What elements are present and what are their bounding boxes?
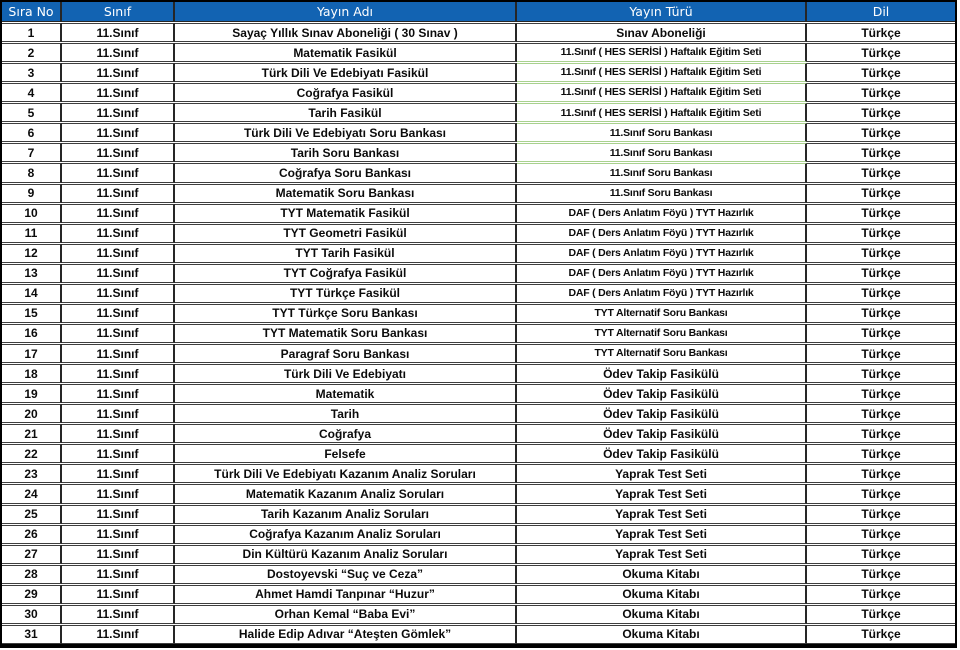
cell-dil: Türkçe (807, 163, 955, 182)
cell-sinif: 11.Sınıf (62, 224, 175, 243)
table-row (2, 384, 955, 403)
cell-yayin-turu: Yaprak Test Seti (517, 525, 807, 544)
cell-yayin-adi: Coğrafya Kazanım Analiz Soruları (175, 525, 517, 544)
cell-dil: Türkçe (807, 344, 955, 363)
table-row (2, 224, 955, 243)
cell-yayin-turu: Yaprak Test Seti (517, 484, 807, 503)
cell-yayin-adi: Din Kültürü Kazanım Analiz Soruları (175, 545, 517, 564)
cell-dil: Türkçe (807, 264, 955, 283)
cell-yayin-turu: Okuma Kitabı (517, 625, 807, 644)
cell-dil: Türkçe (807, 565, 955, 584)
cell-yayin-adi: Orhan Kemal “Baba Evi” (175, 605, 517, 624)
table-row (2, 625, 955, 644)
table-row (2, 264, 955, 283)
cell-yayin-turu: 11.Sınıf ( HES SERİSİ ) Haftalık Eğitim Seti (517, 43, 807, 62)
cell-yayin-adi: Coğrafya Fasikül (175, 83, 517, 102)
cell-sira-no: 19 (2, 384, 62, 403)
cell-dil: Türkçe (807, 143, 955, 162)
cell-sira-no: 24 (2, 484, 62, 503)
cell-dil: Türkçe (807, 585, 955, 604)
cell-yayin-turu: TYT Alternatif Soru Bankası (517, 344, 807, 363)
cell-sira-no: 20 (2, 404, 62, 423)
cell-yayin-adi: Ahmet Hamdi Tanpınar “Huzur” (175, 585, 517, 604)
table-row (2, 585, 955, 604)
cell-sinif: 11.Sınıf (62, 244, 175, 263)
cell-sinif: 11.Sınıf (62, 605, 175, 624)
cell-dil: Türkçe (807, 23, 955, 42)
cell-sinif: 11.Sınıf (62, 364, 175, 383)
cell-dil: Türkçe (807, 625, 955, 644)
cell-yayin-adi: Tarih Soru Bankası (175, 143, 517, 162)
cell-yayin-turu: Sınav Aboneliği (517, 23, 807, 42)
table-row (2, 444, 955, 463)
cell-sinif: 11.Sınıf (62, 404, 175, 423)
table-row (2, 143, 955, 162)
cell-sira-no: 6 (2, 123, 62, 142)
table-row (2, 464, 955, 483)
cell-yayin-adi: Coğrafya Soru Bankası (175, 163, 517, 182)
cell-sira-no: 11 (2, 224, 62, 243)
cell-dil: Türkçe (807, 103, 955, 122)
cell-yayin-turu: DAF ( Ders Anlatım Föyü ) TYT Hazırlık (517, 264, 807, 283)
cell-sinif: 11.Sınıf (62, 43, 175, 62)
cell-dil: Türkçe (807, 324, 955, 343)
table-row (2, 103, 955, 122)
cell-yayin-turu: 11.Sınıf Soru Bankası (517, 123, 807, 142)
table-body (2, 23, 955, 644)
table-row (2, 565, 955, 584)
cell-yayin-adi: TYT Matematik Fasikül (175, 204, 517, 223)
table-row (2, 404, 955, 423)
cell-yayin-turu: 11.Sınıf Soru Bankası (517, 163, 807, 182)
cell-sinif: 11.Sınıf (62, 545, 175, 564)
cell-sinif: 11.Sınıf (62, 103, 175, 122)
cell-dil: Türkçe (807, 304, 955, 323)
cell-sira-no: 2 (2, 43, 62, 62)
table-row (2, 63, 955, 82)
table-row (2, 284, 955, 303)
column-header-sinif: Sınıf (62, 2, 175, 22)
cell-yayin-adi: Tarih Fasikül (175, 103, 517, 122)
cell-dil: Türkçe (807, 83, 955, 102)
table-row (2, 204, 955, 223)
cell-sira-no: 1 (2, 23, 62, 42)
cell-sinif: 11.Sınıf (62, 63, 175, 82)
cell-yayin-turu: DAF ( Ders Anlatım Föyü ) TYT Hazırlık (517, 204, 807, 223)
cell-sinif: 11.Sınıf (62, 143, 175, 162)
table-row (2, 123, 955, 142)
cell-yayin-adi: Türk Dili Ve Edebiyatı (175, 364, 517, 383)
cell-sira-no: 17 (2, 344, 62, 363)
cell-sinif: 11.Sınıf (62, 324, 175, 343)
table-row (2, 505, 955, 524)
cell-dil: Türkçe (807, 525, 955, 544)
cell-sira-no: 12 (2, 244, 62, 263)
cell-sira-no: 4 (2, 83, 62, 102)
table-row (2, 23, 955, 42)
cell-yayin-adi: Tarih Kazanım Analiz Soruları (175, 505, 517, 524)
cell-dil: Türkçe (807, 605, 955, 624)
cell-dil: Türkçe (807, 545, 955, 564)
cell-sira-no: 30 (2, 605, 62, 624)
cell-yayin-adi: TYT Coğrafya Fasikül (175, 264, 517, 283)
cell-sinif: 11.Sınıf (62, 184, 175, 203)
cell-yayin-turu: 11.Sınıf ( HES SERİSİ ) Haftalık Eğitim Seti (517, 83, 807, 102)
cell-yayin-turu: Okuma Kitabı (517, 565, 807, 584)
cell-yayin-turu: Ödev Takip Fasikülü (517, 444, 807, 463)
cell-yayin-adi: Paragraf Soru Bankası (175, 344, 517, 363)
cell-yayin-adi: Matematik Kazanım Analiz Soruları (175, 484, 517, 503)
cell-yayin-adi: TYT Türkçe Soru Bankası (175, 304, 517, 323)
cell-sinif: 11.Sınıf (62, 264, 175, 283)
column-header-yayin-turu: Yayın Türü (517, 2, 807, 22)
cell-yayin-adi: TYT Tarih Fasikül (175, 244, 517, 263)
cell-yayin-turu: DAF ( Ders Anlatım Föyü ) TYT Hazırlık (517, 244, 807, 263)
cell-yayin-adi: Matematik (175, 384, 517, 403)
table-row (2, 304, 955, 323)
cell-yayin-adi: Türk Dili Ve Edebiyatı Fasikül (175, 63, 517, 82)
cell-yayin-adi: Dostoyevski “Suç ve Ceza” (175, 565, 517, 584)
table-row (2, 43, 955, 62)
cell-dil: Türkçe (807, 224, 955, 243)
cell-sinif: 11.Sınıf (62, 344, 175, 363)
table-row (2, 163, 955, 182)
cell-sira-no: 27 (2, 545, 62, 564)
cell-sinif: 11.Sınıf (62, 123, 175, 142)
cell-dil: Türkçe (807, 364, 955, 383)
cell-dil: Türkçe (807, 284, 955, 303)
cell-yayin-turu: Ödev Takip Fasikülü (517, 384, 807, 403)
table-header-row (2, 2, 955, 22)
table-row (2, 344, 955, 363)
cell-sira-no: 23 (2, 464, 62, 483)
cell-dil: Türkçe (807, 244, 955, 263)
cell-sira-no: 10 (2, 204, 62, 223)
cell-sira-no: 29 (2, 585, 62, 604)
cell-sinif: 11.Sınıf (62, 464, 175, 483)
cell-sira-no: 13 (2, 264, 62, 283)
cell-yayin-adi: Matematik Soru Bankası (175, 184, 517, 203)
cell-sira-no: 22 (2, 444, 62, 463)
cell-sira-no: 14 (2, 284, 62, 303)
cell-sira-no: 21 (2, 424, 62, 443)
cell-yayin-adi: TYT Matematik Soru Bankası (175, 324, 517, 343)
cell-sinif: 11.Sınıf (62, 444, 175, 463)
cell-yayin-turu: TYT Alternatif Soru Bankası (517, 304, 807, 323)
cell-sira-no: 18 (2, 364, 62, 383)
cell-dil: Türkçe (807, 424, 955, 443)
cell-sira-no: 8 (2, 163, 62, 182)
cell-sira-no: 28 (2, 565, 62, 584)
cell-dil: Türkçe (807, 184, 955, 203)
cell-sinif: 11.Sınıf (62, 625, 175, 644)
cell-yayin-turu: 11.Sınıf Soru Bankası (517, 184, 807, 203)
cell-dil: Türkçe (807, 464, 955, 483)
cell-yayin-adi: Sayaç Yıllık Sınav Aboneliği ( 30 Sınav ) (175, 23, 517, 42)
cell-yayin-turu: 11.Sınıf ( HES SERİSİ ) Haftalık Eğitim Seti (517, 103, 807, 122)
table-row (2, 244, 955, 263)
cell-sinif: 11.Sınıf (62, 525, 175, 544)
cell-sinif: 11.Sınıf (62, 284, 175, 303)
cell-sira-no: 25 (2, 505, 62, 524)
cell-dil: Türkçe (807, 404, 955, 423)
column-header-sira-no: Sıra No (2, 2, 62, 22)
cell-dil: Türkçe (807, 505, 955, 524)
cell-dil: Türkçe (807, 484, 955, 503)
cell-dil: Türkçe (807, 204, 955, 223)
table-row (2, 83, 955, 102)
cell-yayin-adi: Türk Dili Ve Edebiyatı Kazanım Analiz Soruları (175, 464, 517, 483)
cell-yayin-turu: DAF ( Ders Anlatım Föyü ) TYT Hazırlık (517, 284, 807, 303)
cell-yayin-turu: DAF ( Ders Anlatım Föyü ) TYT Hazırlık (517, 224, 807, 243)
table-row (2, 184, 955, 203)
cell-yayin-turu: Ödev Takip Fasikülü (517, 364, 807, 383)
cell-sinif: 11.Sınıf (62, 204, 175, 223)
cell-sira-no: 31 (2, 625, 62, 644)
table-row (2, 525, 955, 544)
table-row (2, 484, 955, 503)
cell-sira-no: 26 (2, 525, 62, 544)
column-header-yayin-adi: Yayın Adı (175, 2, 517, 22)
cell-yayin-adi: TYT Geometri Fasikül (175, 224, 517, 243)
cell-dil: Türkçe (807, 63, 955, 82)
cell-sinif: 11.Sınıf (62, 163, 175, 182)
table-row (2, 424, 955, 443)
cell-yayin-adi: Matematik Fasikül (175, 43, 517, 62)
table-row (2, 364, 955, 383)
cell-yayin-turu: Yaprak Test Seti (517, 464, 807, 483)
cell-yayin-turu: 11.Sınıf ( HES SERİSİ ) Haftalık Eğitim Seti (517, 63, 807, 82)
table-row (2, 605, 955, 624)
cell-sinif: 11.Sınıf (62, 505, 175, 524)
cell-yayin-adi: Türk Dili Ve Edebiyatı Soru Bankası (175, 123, 517, 142)
cell-sinif: 11.Sınıf (62, 304, 175, 323)
cell-yayin-adi: Halide Edip Adıvar “Ateşten Gömlek” (175, 625, 517, 644)
cell-yayin-turu: Okuma Kitabı (517, 605, 807, 624)
cell-dil: Türkçe (807, 444, 955, 463)
cell-sira-no: 7 (2, 143, 62, 162)
table-row (2, 324, 955, 343)
cell-sira-no: 5 (2, 103, 62, 122)
cell-sinif: 11.Sınıf (62, 384, 175, 403)
cell-sira-no: 16 (2, 324, 62, 343)
cell-yayin-turu: Yaprak Test Seti (517, 505, 807, 524)
cell-yayin-turu: Ödev Takip Fasikülü (517, 404, 807, 423)
cell-dil: Türkçe (807, 43, 955, 62)
cell-sinif: 11.Sınıf (62, 484, 175, 503)
cell-sinif: 11.Sınıf (62, 23, 175, 42)
cell-yayin-turu: Yaprak Test Seti (517, 545, 807, 564)
cell-yayin-adi: TYT Türkçe Fasikül (175, 284, 517, 303)
cell-yayin-turu: Okuma Kitabı (517, 585, 807, 604)
cell-yayin-turu: TYT Alternatif Soru Bankası (517, 324, 807, 343)
cell-sinif: 11.Sınıf (62, 565, 175, 584)
cell-sira-no: 9 (2, 184, 62, 203)
cell-yayin-adi: Tarih (175, 404, 517, 423)
cell-sira-no: 15 (2, 304, 62, 323)
cell-yayin-turu: Ödev Takip Fasikülü (517, 424, 807, 443)
cell-sinif: 11.Sınıf (62, 83, 175, 102)
cell-dil: Türkçe (807, 384, 955, 403)
cell-dil: Türkçe (807, 123, 955, 142)
cell-yayin-adi: Coğrafya (175, 424, 517, 443)
column-header-dil: Dil (807, 2, 955, 22)
cell-sinif: 11.Sınıf (62, 424, 175, 443)
cell-yayin-turu: 11.Sınıf Soru Bankası (517, 143, 807, 162)
cell-sira-no: 3 (2, 63, 62, 82)
table-row (2, 545, 955, 564)
cell-yayin-adi: Felsefe (175, 444, 517, 463)
cell-sinif: 11.Sınıf (62, 585, 175, 604)
